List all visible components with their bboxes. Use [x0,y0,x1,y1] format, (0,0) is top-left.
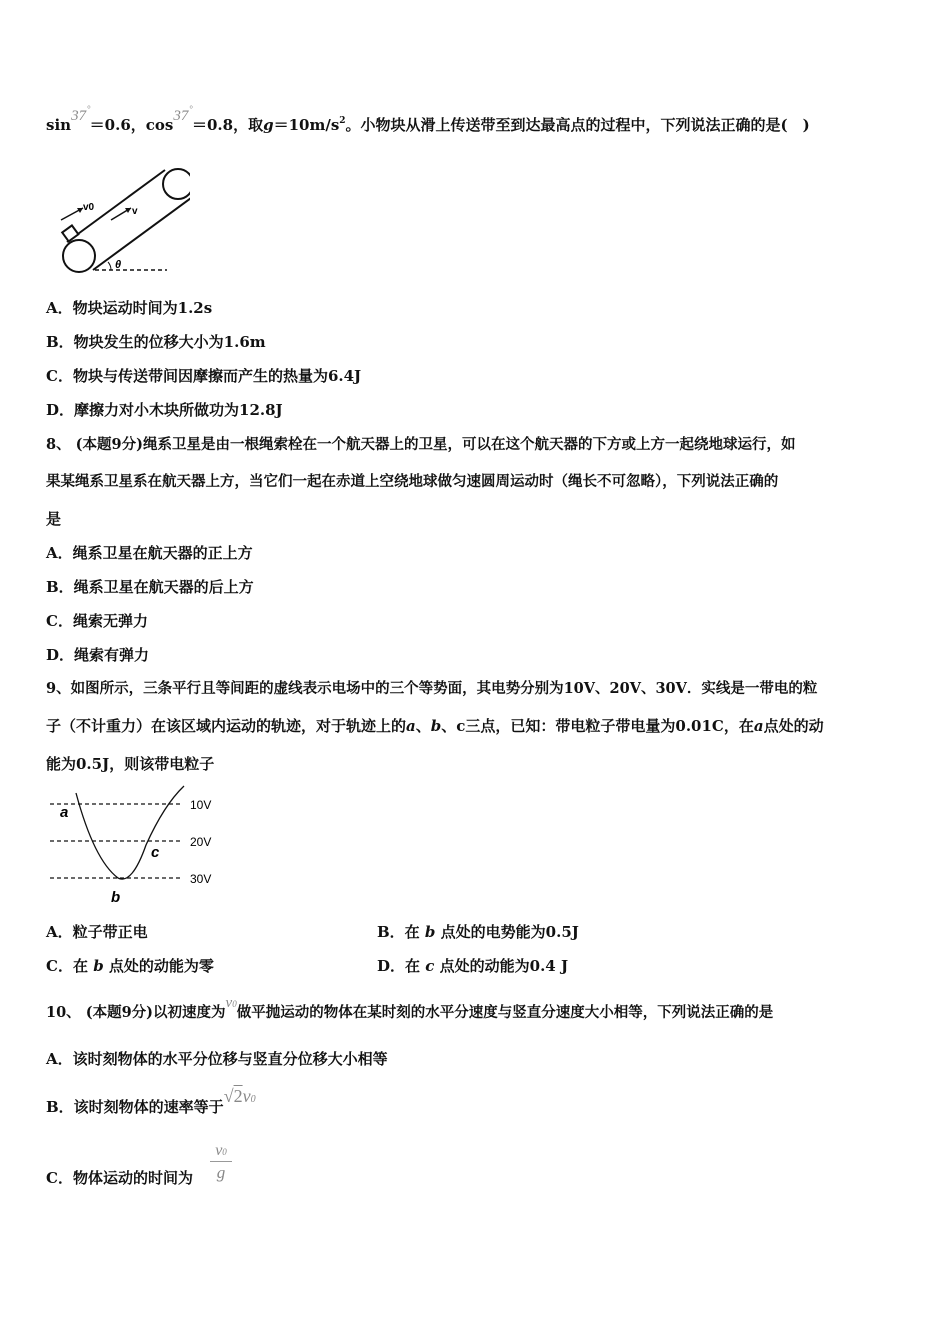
q8-line-1: 8、 (本题9分)绳系卫星是由一根绳索栓在一个航天器上的卫星，可以在这个航天器的下方或上方一起绕地球运行，如 [46,436,796,453]
label-30v: 30V [190,872,212,886]
q10-option-b: B．该时刻物体的速率等于√2v0 [46,1086,256,1116]
conveyor-belt-figure [55,160,190,278]
q8-line-3: 是 [46,510,62,528]
q9-option-b: B．在 b 点处的电势能为0.5J [377,923,579,941]
q7-option-a: A．物块运动时间为1.2s [46,299,213,317]
q9-line-1: 9、如图所示，三条平行且等间距的虚线表示电场中的三个等势面，其电势分别为10V、20V、30V．实线是一带电的粒 [46,680,818,697]
fraction-v0-over-g: v0 g [210,1142,232,1184]
q9-option-a: A．粒子带正电 [46,923,148,941]
label-10v: 10V [190,798,212,812]
q7-option-b: B．物块发生的位移大小为1.6m [46,333,266,351]
q9-option-c: C．在 b 点处的动能为零 [46,957,214,975]
equipotential-figure [48,785,228,907]
q7-option-c: C．物块与传送带间因摩擦而产生的热量为6.4J [46,367,362,385]
q8-option-c: C．绳索无弹力 [46,612,148,630]
q8-line-2: 果某绳系卫星系在航天器上方，当它们一起在赤道上空绕地球做匀速圆周运动时（绳长不可忽略），下列说法正确的 [46,473,779,490]
label-v: v [132,206,138,217]
q7-stem: sin37°＝0.6，cos37°＝0.8，取$g=10m/s^2$。小物块从滑上传送带至到达最高点的过程中，下列说法正确的是( ) [46,104,810,134]
q7-option-d: D．摩擦力对小木块所做功为12.8J [46,401,283,419]
point-a: a [60,804,69,821]
q9-option-d: D．在 c 点处的动能为0.4 J [377,957,569,975]
q8-option-a: A．绳系卫星在航天器的正上方 [46,544,253,562]
point-b: b [111,889,121,906]
q10-stem: 10、 (本题9分)以初速度为v0做平抛运动的物体在某时刻的水平分速度与竖直分速度大小相等，下列说法正确的是 [46,995,774,1021]
q8-option-b: B．绳系卫星在航天器的后上方 [46,578,254,596]
label-v0: v0 [83,202,95,213]
q9-line-3: 能为0.5J，则该带电粒子 [46,755,215,773]
q8-option-d: D．绳索有弹力 [46,646,150,664]
q10-option-a: A．该时刻物体的水平分位移与竖直分位移大小相等 [46,1050,388,1068]
trajectory [76,786,184,879]
q9-line-2: 子（不计重力）在该区域内运动的轨迹，对于轨迹上的a、b、c三点，已知：带电粒子带电量为0.01C，在a点处的动 [46,717,824,735]
q10-option-c: C．物体运动的时间为 [46,1169,193,1187]
label-20v: 20V [190,835,212,849]
label-theta: θ [115,259,122,271]
point-c: c [151,844,160,861]
